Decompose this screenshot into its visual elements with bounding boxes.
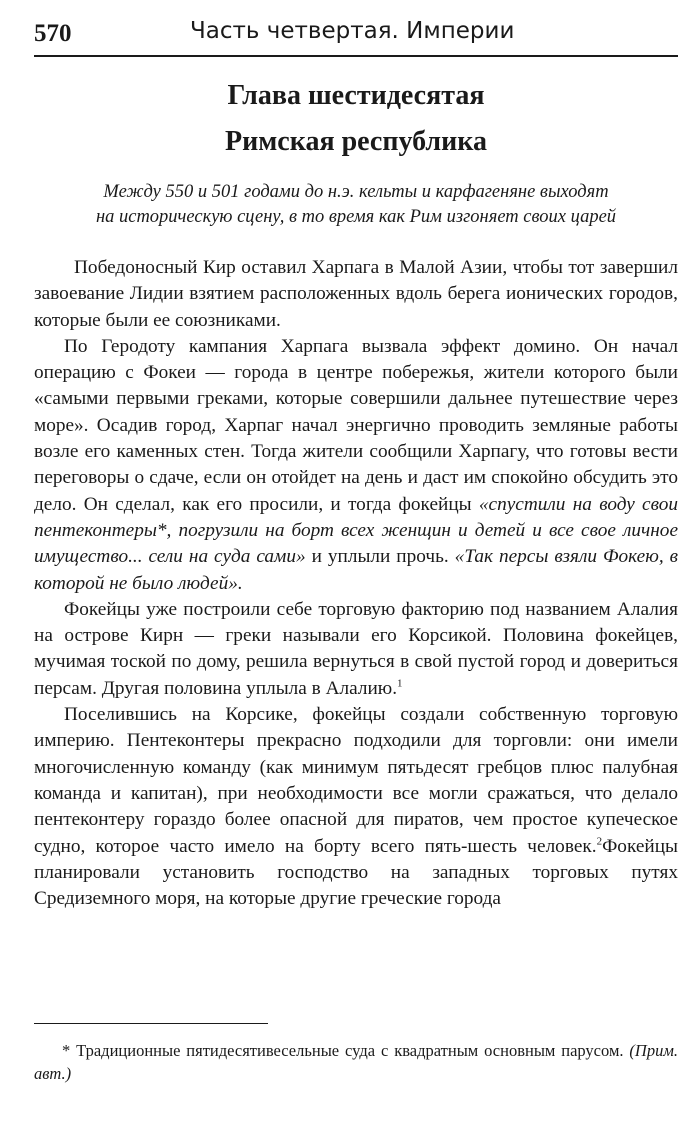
paragraph-4 (34, 702, 678, 912)
paragraph-3 (34, 597, 678, 702)
paragraph-3-text: Фокейцы уже построили себе торговую факторию под названием Алалия на острове Кирн — греки называли его Корсикой. Половина фокейцев, мучимая тоской по дому, решила вернуться в свой пустой город и довериться персам. Другая половина уплыла в Алалию. (34, 598, 678, 699)
endnote-ref-2[interactable]: 2 (596, 835, 603, 848)
paragraph-4-text-b: Фокейцы планировали установить господство на западных торговых путях Средиземного моря, на которые другие греческие города (34, 835, 678, 910)
endnote-ref-1[interactable]: 1 (397, 677, 403, 690)
body-text (34, 255, 678, 912)
paragraph-2 (34, 334, 678, 597)
page-number: 570 (34, 20, 72, 47)
chapter-number: Глава шестидесятая (227, 80, 485, 111)
paragraph-2-text-a: По Геродоту кампания Харпага вызвала эффект домино. Он начал операцию с Фокеи — города в центре побережья, жители которого были «самыми первыми греками, которые совершили дальнее путешествие через море». Осадив город, Харпаг начал энергично проводить земляные работы возле его каменных стен. Тогда жители сообщили Харпагу, что готовы вести переговоры о сдаче, если он отойдет на день и даст им спокойно обсудить это дело. Он сделал, как его просили, и тогда фокейцы (34, 335, 678, 515)
footnote-text: * Традиционные пятидесятивесельные суда с квадратным основным парусом. (62, 1041, 630, 1060)
paragraph-4-text-a: Поселившись на Корсике, фокейцы создали собственную торговую империю. Пентеконтеры прекрасно подходили для торговли: они имели многочисленную команду (как минимум пятьдесят гребцов плюс палубная команда и капитан), при необходимости все могли сражаться, что делало пентеконтеру гораздо более опасной для пиратов, чем простое купеческое судно, которое часто имело на борту всего пять-шесть человек. (34, 704, 678, 857)
epigraph-line-2: на историческую сцену, в то время как Рим изгоняет своих царей (95, 207, 617, 227)
paragraph-1: Победоносный Кир оставил Харпага в Малой Азии, чтобы тот завершил завоевание Лидии взятием расположенных вдоль берега ионических городов, которые были ее союзниками. (34, 257, 678, 331)
footnote (34, 1039, 678, 1085)
chapter-epigraph (30, 180, 682, 230)
paragraph-2-quote-b: «Так персы взяли Фокею, в которой не было людей». (34, 546, 678, 594)
paragraph-2-quote-a: «спустили на воду свои пентеконтеры*, погрузили на борт всех женщин и детей и все свое личное имущество... сели на суда сами» (34, 493, 678, 568)
header-rule (34, 55, 678, 57)
footnote-attribution: (Прим. авт.) (34, 1041, 678, 1083)
epigraph-line-1: Между 550 и 501 годами до н.э. кельты и карфагеняне выходят (103, 182, 609, 202)
paragraph-2-text-b: и уплыли прочь. (305, 546, 455, 568)
chapter-title: Римская республика (225, 126, 487, 157)
footnote-rule (34, 1023, 268, 1024)
running-title: Часть четвертая. Империи (190, 18, 515, 44)
page-header (34, 14, 678, 54)
